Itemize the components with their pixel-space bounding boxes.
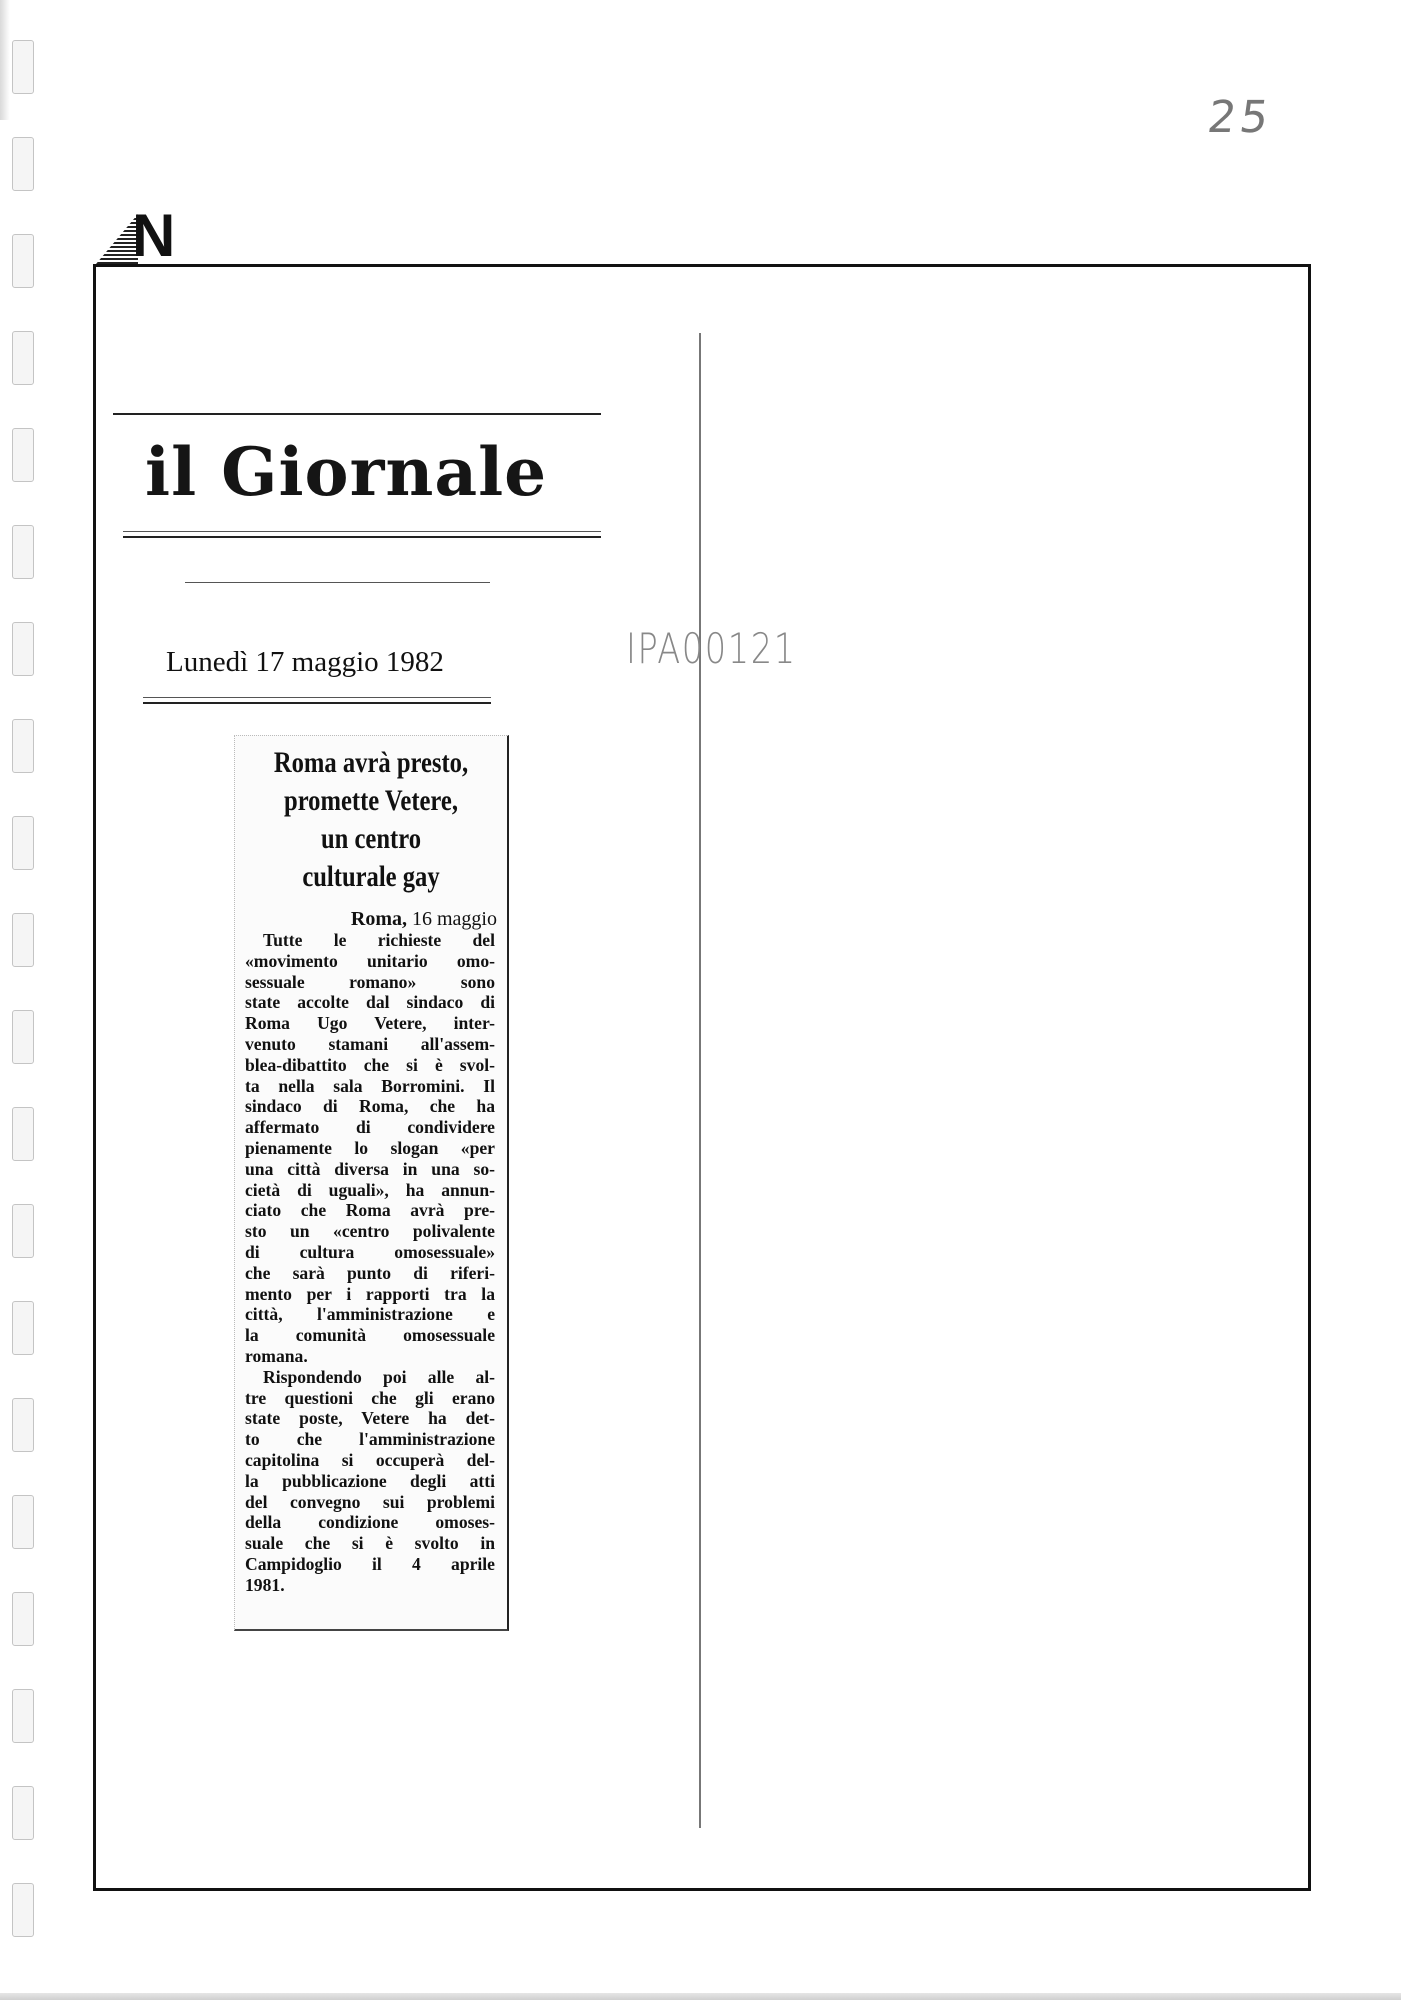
article-line: della condizione omoses-	[245, 1512, 495, 1533]
article-line: capitolina si occuperà del-	[245, 1449, 495, 1470]
archive-logo	[96, 202, 180, 269]
article-line: sessuale romano» sono	[245, 971, 495, 992]
article-line: «movimento unitario omo-	[245, 950, 495, 971]
binder-hole	[12, 1786, 34, 1840]
newspaper-clipping	[234, 735, 509, 1631]
headline-line: un centro	[320, 822, 421, 855]
headline-line: promette Vetere,	[284, 784, 458, 817]
binder-hole	[12, 913, 34, 967]
binder-hole	[12, 1107, 34, 1161]
binder-hole	[12, 1883, 34, 1937]
newspaper-masthead: il Giornale	[145, 433, 548, 511]
article-line: Tutte le richieste del	[263, 930, 495, 950]
article-line: sindaco di Roma, che ha	[245, 1096, 495, 1117]
article-line: sto un «centro polivalente	[245, 1221, 495, 1242]
page-bottom-edge	[0, 1993, 1401, 2000]
binder-hole	[12, 1398, 34, 1452]
article-line: la comunità omosessuale	[245, 1325, 495, 1346]
article-line: del convegno sui problemi	[245, 1491, 495, 1512]
binder-hole	[12, 331, 34, 385]
binder-hole	[12, 1301, 34, 1355]
headline-line: Roma avrà presto,	[273, 746, 469, 779]
article-body	[245, 930, 495, 1596]
article-line: to che l'amministrazione	[245, 1429, 495, 1450]
dateline-bottom-rule-thick	[143, 702, 491, 704]
article-line: state poste, Vetere ha det-	[245, 1408, 495, 1429]
logo-letter: N	[132, 202, 176, 269]
article-line: città, l'amministrazione e	[245, 1304, 495, 1325]
article-line: romana.	[245, 1345, 308, 1366]
article-line: ta nella sala Borromini. Il	[245, 1075, 495, 1096]
article-line: Rispondendo poi alle al-	[263, 1366, 495, 1387]
article-line: pienamente lo slogan «per	[245, 1137, 495, 1158]
article-line: che sarà punto di riferi-	[245, 1262, 495, 1283]
article-line: 1981.	[245, 1574, 285, 1595]
masthead-bottom-rule	[123, 531, 601, 532]
article-line: ciato che Roma avrà pre-	[245, 1200, 495, 1221]
article-line: tre questioni che gli erano	[245, 1387, 495, 1408]
article-line: suale che si è svolto in	[245, 1533, 495, 1554]
article-line: di cultura omosessuale»	[245, 1241, 495, 1262]
article-dateline	[351, 908, 497, 931]
binder-hole	[12, 1495, 34, 1549]
dateline-top-rule	[185, 582, 490, 583]
article-line: mento per i rapporti tra la	[245, 1283, 495, 1304]
article-line: una città diversa in una so-	[245, 1158, 495, 1179]
page-edge-shadow	[0, 0, 10, 120]
binder-hole	[12, 1204, 34, 1258]
article-line: venuto stamani all'assem-	[245, 1033, 495, 1054]
binder-hole	[12, 525, 34, 579]
binder-hole	[12, 719, 34, 773]
article-line: Campidoglio il 4 aprile	[245, 1553, 495, 1574]
binder-hole	[12, 40, 34, 94]
binder-hole	[12, 1689, 34, 1743]
masthead-bottom-rule-thick	[123, 536, 601, 538]
binder-hole	[12, 816, 34, 870]
masthead-top-rule	[113, 413, 601, 415]
binder-hole	[12, 234, 34, 288]
article-headline	[259, 744, 482, 896]
byline-date: 16 maggio	[412, 908, 497, 930]
article-line: affermato di condividere	[245, 1117, 495, 1138]
binder-hole	[12, 428, 34, 482]
binder-hole	[12, 1010, 34, 1064]
article-line: cietà di uguali», ha annun-	[245, 1179, 495, 1200]
article-line: state accolte dal sindaco di	[245, 992, 495, 1013]
byline-place: Roma,	[350, 908, 407, 930]
handwritten-page-number: 25	[1204, 92, 1276, 143]
article-line: la pubblicazione degli atti	[245, 1470, 495, 1491]
binder-hole	[12, 1592, 34, 1646]
article-line: blea-dibattito che si è svol-	[245, 1054, 495, 1075]
article-line: Roma Ugo Vetere, inter-	[245, 1013, 495, 1034]
dateline-bottom-rule	[143, 697, 491, 698]
headline-line: culturale gay	[302, 860, 440, 893]
binder-hole	[12, 622, 34, 676]
publication-date: Lunedì 17 maggio 1982	[166, 646, 444, 678]
frame-column-divider	[699, 333, 701, 1828]
archive-stamp-code: IPA00121	[626, 624, 797, 673]
binder-hole	[12, 137, 34, 191]
